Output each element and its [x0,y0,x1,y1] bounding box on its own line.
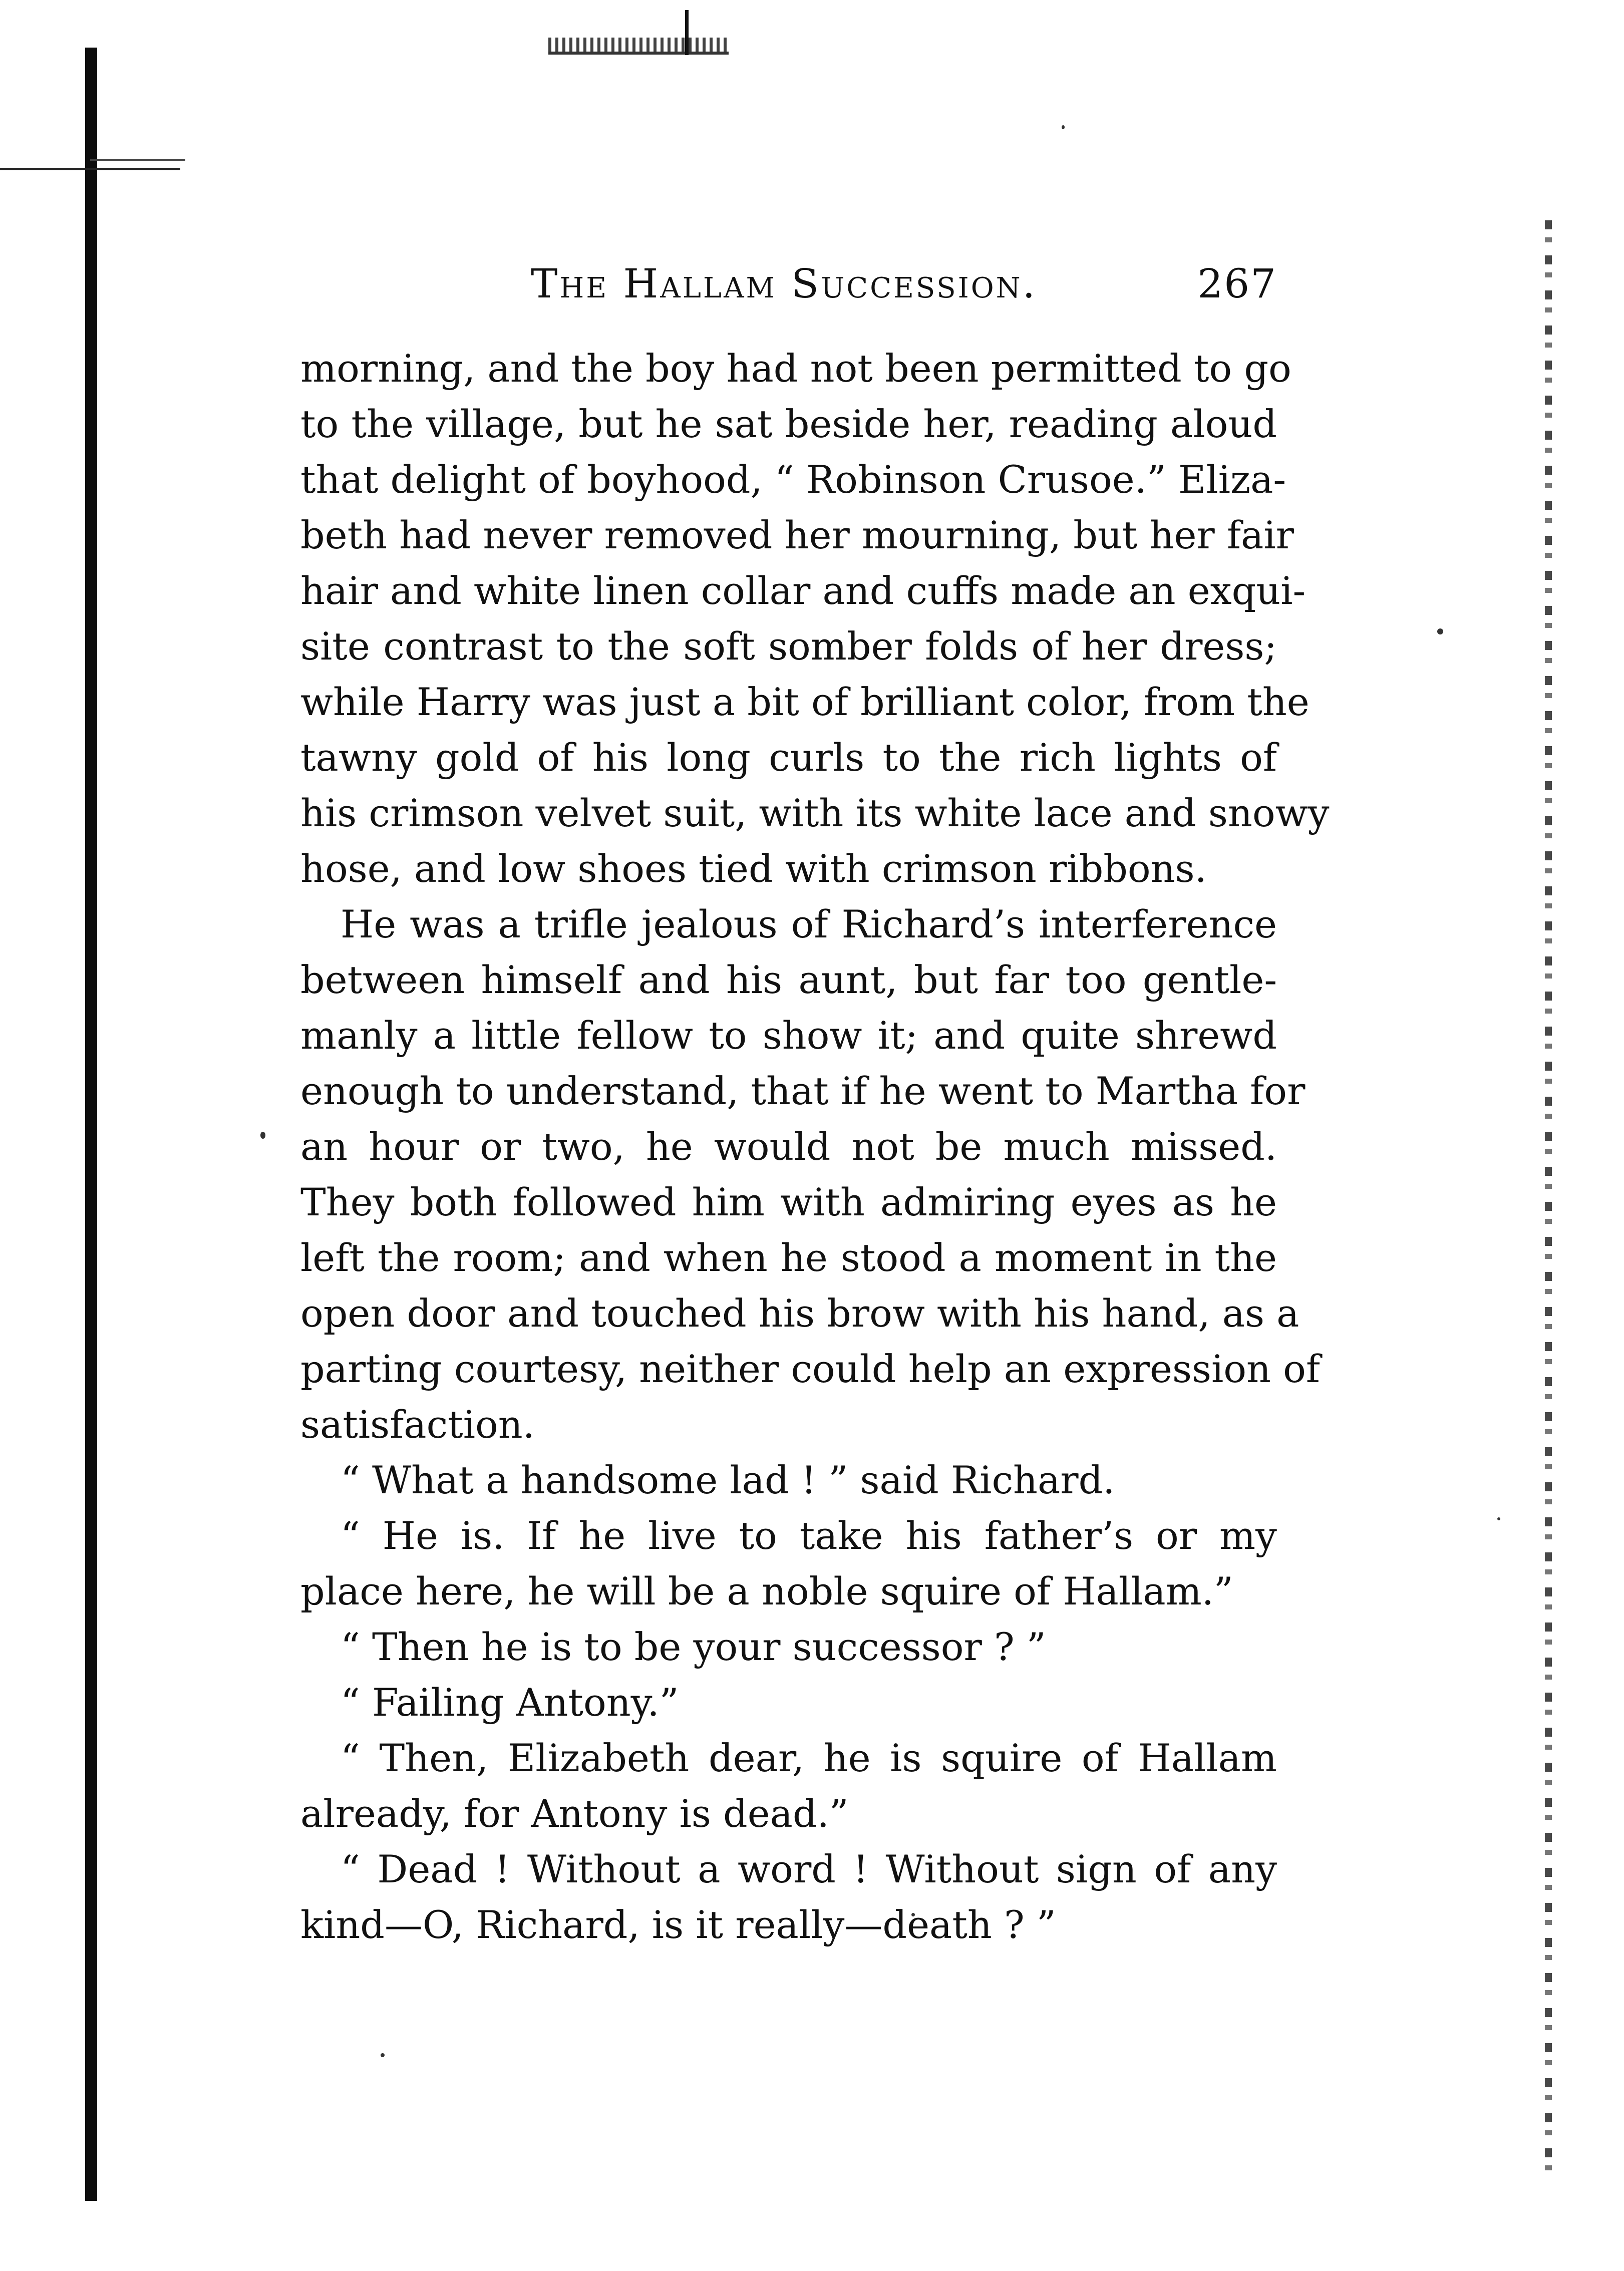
paragraph [300,1619,1277,1675]
text-line: “ What a handsome lad ! ” said Richard. [341,1458,1115,1502]
paragraph [300,1675,1277,1730]
text-line: “ Then he is to be your successor ? ” [341,1625,1046,1669]
text-line: morning, and the boy had not been permitted to go [300,346,1291,391]
text-line: that delight of boyhood, “ Robinson Crusoe.” Eliza- [300,457,1286,502]
text-line: hose, and low shoes tied with crimson ribbons. [300,846,1207,891]
scan-artifact-top-stem [685,10,689,55]
text-line: left the room; and when he stood a moment in the [300,1235,1277,1280]
text-line: hair and white linen collar and cuffs made an exqui- [300,568,1306,613]
scan-artifact-top-mark [548,38,729,55]
speck [381,2053,385,2057]
text-line: He was a trifle jealous of Richard’s interference [341,902,1277,946]
page-number: 267 [1197,260,1277,307]
running-title: The Hallam Succession. [531,260,1038,307]
paragraph [300,1841,1277,1953]
text-line: an hour or two, he would not be much missed. [300,1124,1277,1169]
paragraph [300,1452,1277,1508]
text-line: to the village, but he sat beside her, reading aloud [300,402,1277,446]
paragraph [300,896,1321,1452]
scan-artifact-line-thin [90,159,185,161]
text-line: “ Dead ! Without a word ! Without sign of any [341,1847,1277,1891]
speck [1437,628,1443,634]
text-line: while Harry was just a bit of brilliant color, from the [300,680,1310,724]
text-line: place here, he will be a noble squire of Hallam.” [300,1569,1233,1613]
text-line: his crimson velvet suit, with its white lace and snowy [300,791,1330,835]
speck [1497,1517,1500,1520]
text-line: “ Failing Antony.” [341,1680,679,1725]
binding-shadow [85,48,97,2201]
paragraph [300,1508,1277,1619]
speck [1062,125,1065,129]
text-line: “ He is. If he live to take his father’s or my [341,1513,1277,1558]
text-line: They both followed him with admiring eyes as he [300,1180,1277,1224]
text-line: tawny gold of his long curls to the rich lights of [300,735,1277,780]
body-text [300,341,1330,1953]
paragraph [300,341,1330,896]
text-line: already, for Antony is dead.” [300,1791,849,1836]
text-line: site contrast to the soft somber folds of her dress; [300,624,1277,669]
text-line: beth had never removed her mourning, but her fair [300,513,1294,557]
text-line: enough to understand, that if he went to Martha for [300,1069,1306,1113]
speck [260,1132,265,1139]
text-line: “ Then, Elizabeth dear, he is squire of Hallam [341,1736,1277,1780]
scan-artifact-line [0,168,180,170]
text-line: satisfaction. [300,1402,535,1447]
text-line: between himself and his aunt, but far too gentle- [300,957,1277,1002]
running-head [300,260,1277,315]
text-line: manly a little fellow to show it; and quite shrewd [300,1013,1277,1058]
text-line: open door and touched his brow with his hand, as a [300,1291,1300,1336]
page-edge-noise [1545,220,1552,2173]
paragraph [300,1730,1277,1841]
text-line: kind—O, Richard, is it really—death ? ” [300,1902,1056,1947]
text-line: parting courtesy, neither could help an expression of [300,1347,1321,1391]
